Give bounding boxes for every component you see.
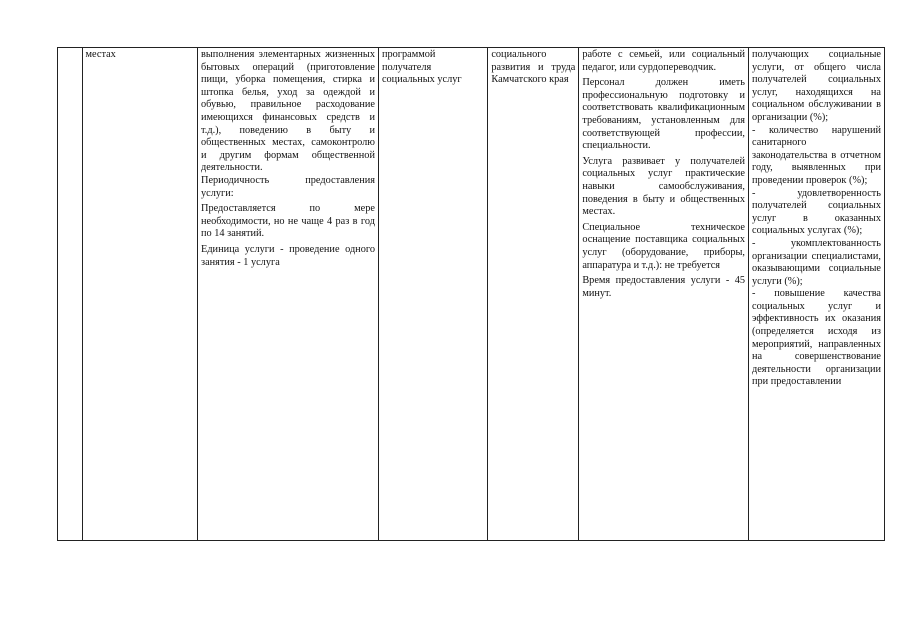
service-conditions-cell bbox=[579, 48, 749, 541]
quality-indicators-cell bbox=[749, 48, 885, 541]
cell-paragraph: Специальное техническое оснащение поставщика социальных услуг (оборудование, приборы, аппаратура и т.д.): не требуется bbox=[582, 221, 745, 271]
cell-paragraph: - количество нарушений санитарного законодательства в отчетном году, выявленных при проведении проверок (%); bbox=[752, 124, 881, 186]
cell-paragraph: работе с семьей, или социальный педагог, или сурдопереводчик. bbox=[582, 49, 745, 73]
cell-paragraph: - повышение качества социальных услуг и эффективность их оказания (определяется исходя из мероприятий, направленных на совершенствование деятельности организации при предоставлении bbox=[752, 288, 881, 388]
service-description-cell bbox=[198, 48, 379, 541]
cell-paragraph: Время предоставления услуги - 45 минут. bbox=[582, 275, 745, 299]
services-table bbox=[57, 47, 885, 541]
cell-paragraph: выполнения элементарных жизненных бытовых операций (приготовление пищи, уборка помещения, стирка и штопка белья, уход за одеждой и обувью, правильное расходование имеющихся финансовых средств и т.д.), поведению в быту и общественных местах, самоконтролю и другим формам общественной деятельности. bbox=[201, 49, 375, 174]
row-number-cell bbox=[58, 48, 83, 541]
cell-text: местах bbox=[85, 49, 116, 60]
cell-paragraph: Персонал должен иметь профессиональную подготовку и соответствовать квалификационным требованиям, установленным для соответствующей профессии, специальности. bbox=[582, 77, 745, 152]
cell-text: программой получателя социальных услуг bbox=[381, 49, 462, 86]
cell-paragraph: получающих социальные услуги, от общего числа получателей социальных услуг, находящихся на социальном обслуживании в организации (%); bbox=[752, 49, 881, 123]
cell-text: социального развития и труда Камчатского края bbox=[491, 49, 576, 86]
cell-paragraph: - укомплектованность организации специалистами, оказывающими социальные услуги (%); bbox=[752, 237, 881, 287]
service-name-cell bbox=[82, 48, 198, 541]
cell-paragraph: Единица услуги - проведение одного занятия - 1 услуга bbox=[201, 243, 375, 268]
cell-paragraph: - удовлетворенность получателей социальных услуг в оказанных социальных услугах (%); bbox=[752, 187, 881, 237]
service-basis-cell bbox=[378, 48, 487, 541]
cell-paragraph: Услуга развивает у получателей социальных услуг практические навыки самообслуживания, поведения в быту и общественных местах. bbox=[582, 155, 745, 218]
service-cost-cell bbox=[488, 48, 579, 541]
cell-paragraph: Периодичность предоставления услуги: bbox=[201, 174, 375, 199]
cell-paragraph: Предоставляется по мере необходимости, но не чаще 4 раз в год по 14 занятий. bbox=[201, 203, 375, 240]
table-row bbox=[58, 48, 885, 541]
